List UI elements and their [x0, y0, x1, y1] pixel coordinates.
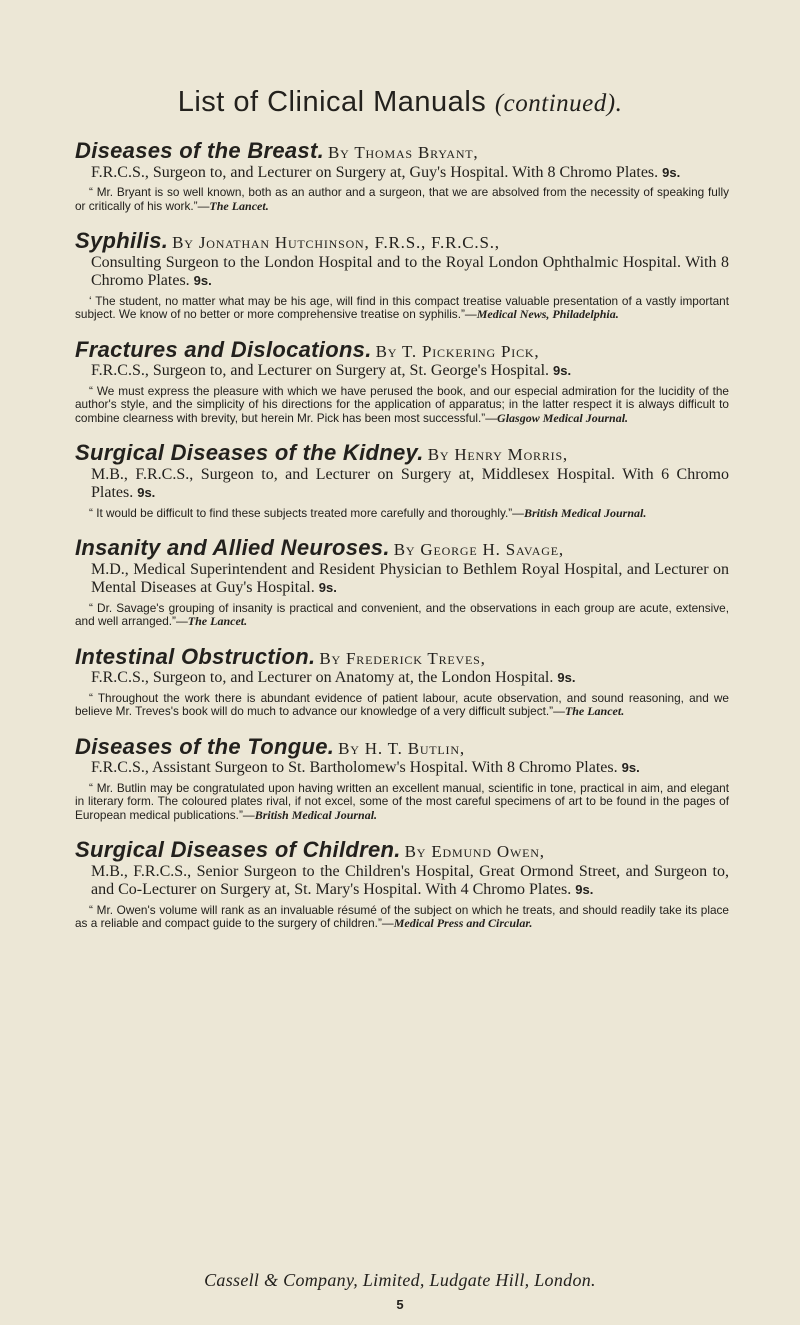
entry-review — [75, 692, 729, 719]
entry-review — [75, 186, 729, 213]
header-title: List of Clinical Manuals — [177, 86, 487, 118]
review-quote: “ Mr. Butlin may be congratulated upon having written an excellent manual, scientific in tone, practical in aim, and elegant in literary form. The coloured plates rival, if not excel, some of the most careful specimens of art to be found in the pages of European medical publications.”— — [75, 780, 729, 822]
entry-description-block — [75, 561, 729, 598]
entry-author: By Edmund Owen, — [404, 842, 545, 861]
entry-price: 9s. — [557, 670, 576, 685]
entry-heading — [75, 535, 729, 598]
entry-description: F.R.C.S., Surgeon to, and Lecturer on Anatomy at, the London Hospital. — [91, 669, 554, 686]
entry-description: F.R.C.S., Surgeon to, and Lecturer on Surgery at, Guy's Hospital. With 8 Chromo Plates. — [91, 163, 659, 181]
entry-review — [75, 904, 729, 931]
review-source: The Lancet. — [187, 614, 248, 628]
review-quote: ‘ The student, no matter what may be his age, will find in this compact treatise valuable presentation of a vastly important subject. We know of no better or more comprehensive treatise on syphilis.”— — [75, 293, 729, 321]
entry-author: By Henry Morris, — [427, 445, 568, 464]
entry-heading — [75, 138, 729, 182]
entry-description: F.R.C.S., Surgeon to, and Lecturer on Surgery at, St. George's Hospital. — [91, 362, 550, 379]
entry-author: By H. T. Butlin, — [338, 738, 465, 758]
entry-author: By George H. Savage, — [393, 540, 564, 559]
entry-description-block — [75, 466, 729, 503]
review-source: The Lancet. — [209, 198, 269, 213]
entry-heading — [75, 643, 729, 688]
entry-description: M.D., Medical Superintendent and Resident Physician to Bethlem Royal Hospital, and Lecturer on Mental Diseases at Guy's Hospital. — [91, 560, 729, 596]
manual-list — [75, 138, 729, 950]
review-source: The Lancet. — [564, 704, 625, 718]
entry-heading — [75, 228, 729, 291]
review-quote: “ It would be difficult to find these subjects treated more carefully and thoroughly.”— — [89, 505, 524, 520]
entry-description-block — [75, 254, 729, 291]
entry-price: 9s. — [193, 273, 212, 288]
entry-description: M.B., F.R.C.S., Surgeon to, and Lecturer on Surgery at, Middlesex Hospital. With 6 Chromo Plates. — [91, 465, 729, 501]
entry-description: M.B., F.R.C.S., Senior Surgeon to the Children's Hospital, Great Ormond Street, and Surgeon to, and Co-Lecturer on Surgery at, St. Mary's Hospital. With 4 Chromo Plates. — [91, 862, 729, 898]
manual-entry — [75, 535, 729, 629]
review-quote: “ Dr. Savage's grouping of insanity is practical and convenient, and the observations in each group are acute, extensive, and well arranged.”— — [75, 600, 729, 628]
review-source: British Medical Journal. — [254, 807, 378, 822]
entry-description: Consulting Surgeon to the London Hospital and to the Royal London Ophthalmic Hospital. With 8 Chromo Plates. — [91, 253, 729, 289]
entry-description: F.R.C.S., Assistant Surgeon to St. Bartholomew's Hospital. With 8 Chromo Plates. — [91, 759, 618, 776]
header-subtitle: (continued). — [494, 90, 623, 117]
entry-price: 9s. — [137, 485, 156, 500]
entry-author: By Jonathan Hutchinson, F.R.S., F.R.C.S., — [172, 233, 500, 252]
entry-price: 9s. — [318, 580, 337, 595]
entry-title: Fractures and Dislocations. — [75, 336, 372, 362]
entry-description-block — [75, 164, 729, 183]
entry-price: 9s. — [575, 882, 594, 897]
manual-entry — [75, 837, 729, 931]
review-quote: “ Mr. Bryant is so well known, both as an author and a surgeon, that we are absolved from the necessity of speaking fully or critically of his work.”— — [75, 185, 729, 213]
entry-title: Intestinal Obstruction. — [75, 643, 316, 669]
review-quote: “ We must express the pleasure with which we have perused the book, and our especial admiration for the lucidity of the author's style, and the simplicity of his directions for the application of apparatus; in the latter respect it is always difficult to combine clearness with brevity, but herein Mr. Pick has been most successful.”— — [75, 383, 729, 425]
entry-title: Diseases of the Breast. — [75, 138, 325, 163]
entry-review — [75, 295, 729, 322]
entry-review — [75, 507, 729, 521]
entry-review — [75, 602, 729, 629]
entry-title: Surgical Diseases of Children. — [75, 837, 401, 862]
review-source: Medical Press and Circular. — [393, 916, 533, 930]
entry-title: Syphilis. — [75, 228, 169, 253]
entry-author: By Thomas Bryant, — [328, 143, 479, 162]
entry-review — [75, 782, 729, 823]
review-quote: “ Mr. Owen's volume will rank as an invaluable résumé of the subject on which he treats, and should readily take its place as a reliable and compact guide to the surgery of children.”— — [75, 902, 729, 930]
entry-price: 9s. — [553, 363, 572, 378]
entry-description-block — [75, 669, 729, 688]
entry-title: Diseases of the Tongue. — [75, 733, 335, 759]
review-source: Glasgow Medical Journal. — [497, 410, 629, 425]
manual-entry — [75, 440, 729, 520]
entry-heading — [75, 336, 729, 381]
entry-heading — [75, 837, 729, 900]
entry-heading — [75, 733, 729, 778]
entry-heading — [75, 440, 729, 503]
entry-description-block — [75, 863, 729, 900]
manual-entry — [75, 643, 729, 719]
entry-price: 9s. — [621, 760, 640, 775]
manual-entry — [75, 138, 729, 213]
manual-entry — [75, 228, 729, 322]
page-number: 5 — [396, 1297, 404, 1312]
manual-entry — [75, 733, 729, 823]
page-header — [0, 86, 800, 119]
entry-author: By T. Pickering Pick, — [375, 341, 540, 361]
entry-description-block — [75, 362, 729, 381]
publisher-imprint: Cassell & Company, Limited, Ludgate Hill, London. — [204, 1270, 596, 1290]
entry-title: Insanity and Allied Neuroses. — [75, 535, 390, 560]
entry-author: By Frederick Treves, — [319, 648, 486, 668]
review-quote: “ Throughout the work there is abundant evidence of patient labour, acute observation, and sound reasoning, and we believe Mr. Treves's book will do much to advance our knowledge of a very difficult subject.”— — [75, 690, 729, 718]
entry-description-block — [75, 759, 729, 778]
review-source: Medical News, Philadelphia. — [476, 307, 619, 321]
entry-title: Surgical Diseases of the Kidney. — [75, 440, 424, 465]
review-source: British Medical Journal. — [523, 505, 647, 520]
entry-price: 9s. — [662, 164, 681, 180]
entry-review — [75, 385, 729, 426]
manual-entry — [75, 336, 729, 426]
